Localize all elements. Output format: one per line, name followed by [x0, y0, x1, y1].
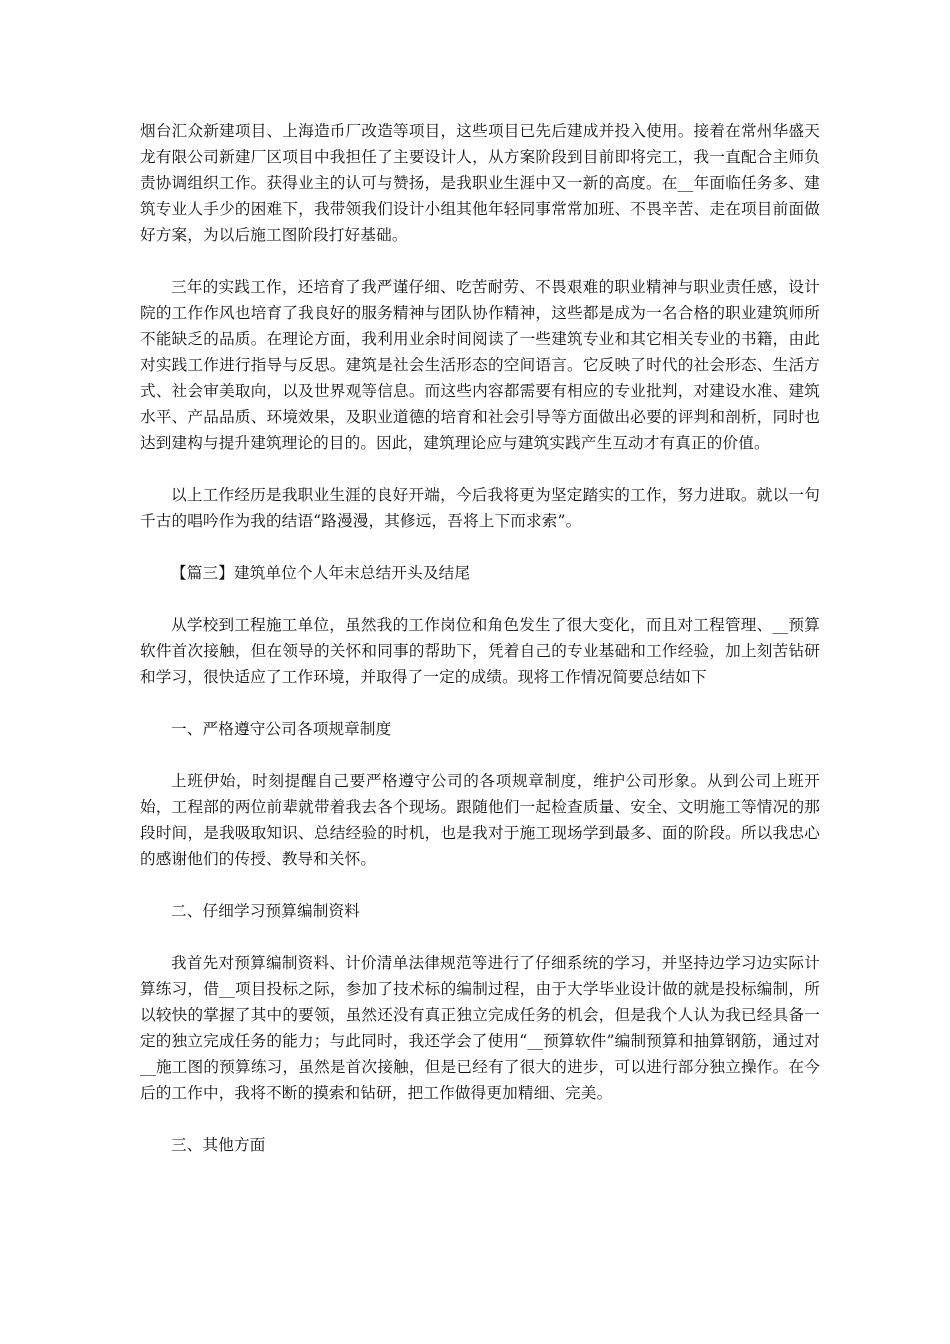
- heading-other-aspects: 三、其他方面: [171, 1136, 266, 1154]
- heading-budget-study: 二、仔细学习预算编制资料: [171, 902, 360, 920]
- heading-rules: 一、严格遵守公司各项规章制度: [171, 720, 392, 738]
- paragraph-conclusion: 以上工作经历是我职业生涯的良好开端，今后我将更为坚定踏实的工作，努力进取。就以一句千古的唱吟作为我的结语“路漫漫，其修远，吾将上下而求索”。: [140, 486, 820, 530]
- document-page: [140, 118, 820, 1158]
- paragraph-practice: 三年的实践工作，还培育了我严谨仔细、吃苦耐劳、不畏艰难的职业精神与职业责任感，设计院的工作作风也培育了我良好的服务精神与团队协作精神，这些都是成为一名合格的职业建筑师所不能缺乏的品质。在理论方面，我利用业余时间阅读了一些建筑专业和其它相关专业的书籍，由此对实践工作进行指导与反思。建筑是社会生活形态的空间语言。它反映了时代的社会形态、生活方式、社会审美取向，以及世界观等信息。而这些内容都需要有相应的专业批判，对建设水准、建筑水平、产品品质、环境效果，及职业道德的培育和社会引导等方面做出必要的评判和剖析，同时也达到建构与提升建筑理论的目的。因此，建筑理论应与建筑实践产生互动才有真正的价值。: [140, 278, 820, 452]
- paragraph-budget-study: 我首先对预算编制资料、计价清单法律规范等进行了仔细系统的学习，并坚持边学习边实际计算练习，借__项目投标之际，参加了技术标的编制过程，由于大学毕业设计做的就是投标编制，所以较快的掌握了其中的要领，虽然还没有真正独立完成任务的机会，但是我个人认为我已经具备一定的独立完成任务的能力；与此同时，我还学会了使用“__预算软件”编制预算和抽算钢筋，通过对__施工图的预算练习，虽然是首次接触，但是已经有了很大的进步，可以进行部分独立操作。在今后的工作中，我将不断的摸索和钻研，把工作做得更加精细、完美。: [140, 954, 820, 1102]
- section-title-part-three: 【篇三】建筑单位个人年末总结开头及结尾: [171, 564, 471, 582]
- paragraph-projects: 烟台汇众新建项目、上海造币厂改造等项目，这些项目已先后建成并投入使用。接着在常州华盛天龙有限公司新建厂区项目中我担任了主要设计人，从方案阶段到目前即将完工，我一直配合主师负责协调组织工作。获得业主的认可与赞扬，是我职业生涯中又一新的高度。在__年面临任务多、建筑专业人手少的困难下，我带领我们设计小组其他年轻同事常常加班、不畏辛苦、走在项目前面做好方案，为以后施工图阶段打好基础。: [140, 122, 820, 244]
- paragraph-intro: 从学校到工程施工单位，虽然我的工作岗位和角色发生了很大变化，而且对工程管理、__预算软件首次接触，但在领导的关怀和同事的帮助下，凭着自己的专业基础和工作经验，加上刻苦钻研和学习，很快适应了工作环境，并取得了一定的成绩。现将工作情况简要总结如下: [140, 616, 820, 686]
- paragraph-rules: 上班伊始，时刻提醒自己要严格遵守公司的各项规章制度，维护公司形象。从到公司上班开始，工程部的两位前辈就带着我去各个现场。跟随他们一起检查质量、安全、文明施工等情况的那段时间，是我吸取知识、总结经验的时机，也是我对于施工现场学到最多、面的阶段。所以我忠心的感谢他们的传授、教导和关怀。: [140, 772, 820, 868]
